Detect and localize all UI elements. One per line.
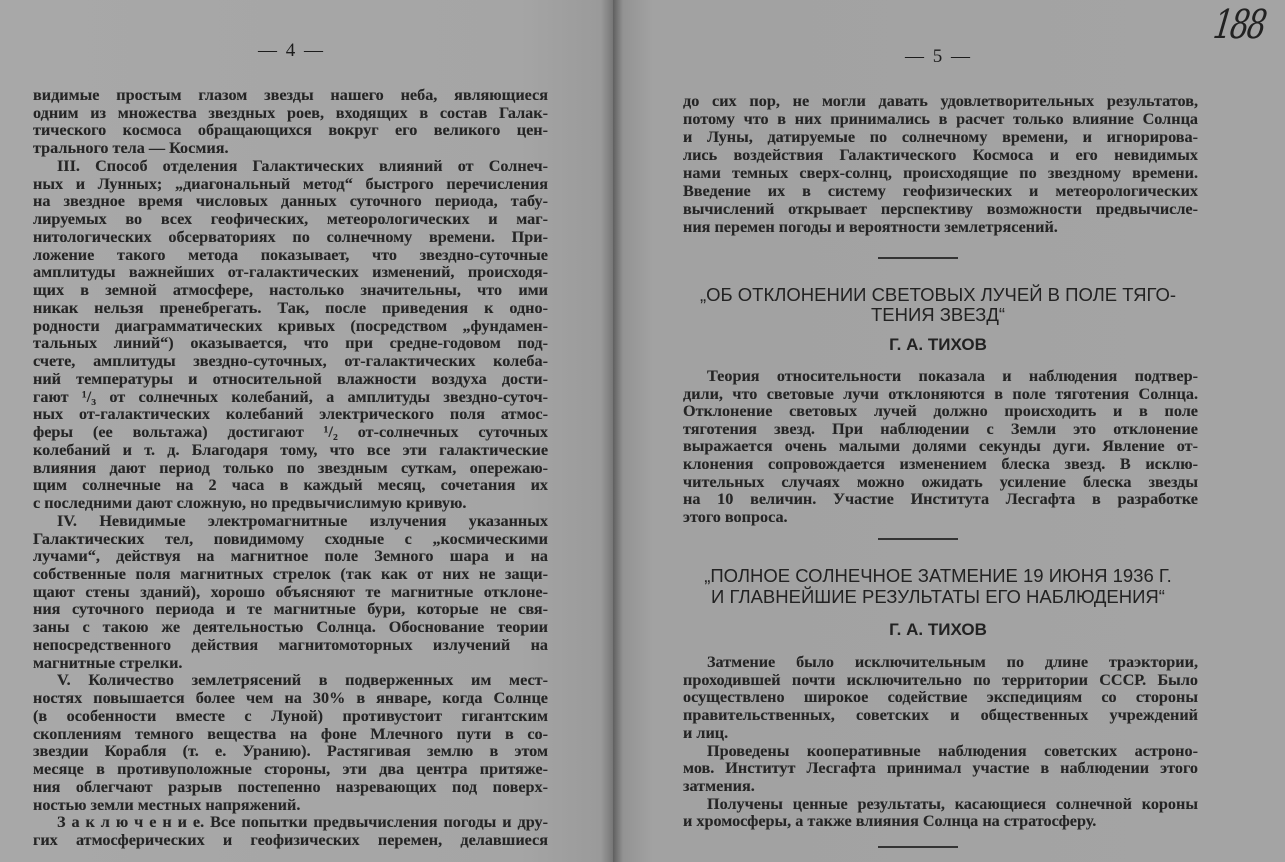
text-line: ных от-галактических колебаний электрического поля атмос- [33,405,548,424]
text-line: ния облегчают разрыв постепенно назревающих под поверх- [33,777,548,796]
text-line: правительственных, советских и общественных учреждений [683,706,1198,725]
text-line: заны с такою же деятельностью Солнца. Обоснование теории [33,618,548,637]
article-author: Г. А. ТИХОВ [889,620,987,639]
text-line: лись воздействия Галактического Космоса и его невидимых [683,146,1198,164]
text-line: счете, амплитуды звездно-суточных, от-галактических колеба- [33,352,548,371]
text-line: колебаний и т. д. Благодаря тому, что все эти галактические [33,440,548,459]
text-line: тяготения звезд. При наблюдении с Земли это отклонение [683,419,1198,438]
article-title-line: И ГЛАВНЕЙШИЕ РЕЗУЛЬТАТЫ ЕГО НАБЛЮДЕНИЯ“ [711,586,1165,607]
text-line: месяце в противуположные стороны, эти два центра притяже- [33,760,548,779]
text-line: щих в земной атмосфере, настолько значительны, что ими [33,281,548,300]
text-line: чительных случаях можно ожидать усиление блеска звезды [683,472,1198,491]
text-line: IV. Невидимые электромагнитные излучения указанных [57,511,548,530]
text-line: выражается очень малыми долями секунды дуги. Явление от- [683,437,1198,456]
section-divider [878,538,958,540]
text-line: видимые простым глазом звезды нашего неба, являющиеся [33,86,548,104]
text-line: нами темных сверх-солнц, происходящие по звездному времени. [683,164,1198,182]
text-line: непосредственного действия магнитомоторных излучений на [33,635,548,654]
text-line: магнитные стрелки. [33,653,183,672]
text-line: осуществлено широкое содействие экспедициям со стороны [683,688,1198,707]
text-line: вычислений открывает перспективу возможности предвычисле- [683,200,1198,218]
text-line: собственные поля магнитных стрелок (так как от них не защи- [33,564,548,583]
section-divider [878,846,958,848]
text-line: амплитуды важнейших от-галактических изменений, происходя- [33,263,548,282]
text-line: нитологических обсерваториях по солнечному времени. При- [33,227,548,246]
text-line: V. Количество землетрясений в подверженных им мест- [57,671,548,690]
handwritten-folio-number: 188 [1210,2,1268,48]
text-line: тического космоса обращающихся вокруг его великого цен- [33,121,548,140]
text-line: на звездное время числовых данных суточного периода, табу- [33,192,548,211]
text-line: (в особенности вместе с Луной) противустоит гигантским [33,706,548,725]
text-line: одним из множества звездных роев, входящих в состав Галак- [33,103,548,122]
text-line: ния перемен погоды и вероятности землетрясений. [683,218,1058,236]
text-line: Отклонение световых лучей должно происходить и в поле [683,402,1198,421]
text-line: ния суточного периода и те магнитные бури, которые не свя- [33,600,548,619]
text-line: скоплениям темного вещества на фоне Млечного пути в со- [33,724,548,743]
text-line: потому что в них принимались в расчет только влияние Солнца [683,110,1198,128]
text-line: щим солнечные на 2 часа в каждый месяц, сочетания их [33,476,548,495]
text-line: Затмение было исключительным по длине траэктории, [707,653,1198,671]
article-title-line: „ОБ ОТКЛОНЕНИИ СВЕТОВЫХ ЛУЧЕЙ В ПОЛЕ ТЯГО- [699,284,1177,305]
section-divider [878,257,958,259]
text-line: мов. Институт Лесгафта принимал участие в наблюдении этого [683,759,1198,778]
text-line: феры (ее вольтажа) достигают ¹/₂ от-солнечных суточных [33,423,548,442]
text-line: клонения сопровождается изменением блеска звезд. В исклю- [683,455,1198,473]
text-line: звездии Корабля (т. е. Уранию). Растягивая землю в этом [33,742,548,761]
text-line: на 10 величин. Участие Института Лесгафта в разработке [683,490,1198,509]
text-line: лучами“, действуя на магнитное поле Земного шара и на [33,547,548,566]
text-line: Теория относительности показала и наблюдения подтвер- [707,367,1198,385]
text-line: никак нельзя пренебрегать. Так, после приведения к одно- [33,298,548,317]
text-line: ностью земли местных напряжений. [33,795,301,814]
text-line: проходившей почти исключительно по территории СССР. Было [683,670,1198,689]
text-line: гают ¹/₃ от солнечных колебаний, а амплитуды звездно-суточ- [33,387,548,406]
text-line: ний температуры и относительной влажности воздуха дости- [33,369,548,388]
text-line: ностях повышается более чем на 30% в январе, когда Солнце [33,689,548,708]
text-line: III. Способ отделения Галактических влияний от Солнеч- [57,156,548,175]
left-page [0,0,613,862]
text-line: этого вопроса. [683,507,788,526]
text-line: ных и Лунных; „диагональный метод“ быстрого перечисления [33,174,548,193]
text-line: тальных линий“) оказывается, что при средне-годовом под- [33,334,548,353]
text-line: и лиц. [683,723,729,742]
page-number: — 4 — [258,40,325,61]
text-line: и хромосферы, а также влияния Солнца на стратосферу. [683,812,1097,831]
text-line: с последними дают сложную, но предвычислимую кривую. [33,494,467,513]
text-line: влияния дают период только по звездным суткам, опережаю- [33,458,548,477]
text-line: лируемых во всех геофических, метеорологических и маг- [33,210,548,229]
right-page [613,0,1285,862]
page-number: — 5 — [905,46,972,67]
article-author: Г. А. ТИХОВ [889,335,987,354]
text-line: и Луны, датируемые по солнечному времени, и игнорирова- [683,128,1198,146]
text-line: родности диаграмматических кривых (посредством „фундамен- [33,316,548,335]
article-title-line: „ПОЛНОЕ СОЛНЕЧНОЕ ЗАТМЕНИЕ 19 ИЮНЯ 1936 Г. [704,565,1172,586]
text-line: Галактических тел, повидимому сходные с „космическими [33,529,548,548]
text-line: гих атмосферических и геофизических перемен, делавшиеся [33,831,548,850]
text-line: Проведены кооперативные наблюдения советских астроно- [707,741,1198,760]
text-line: Получены ценные результаты, касающиеся солнечной короны [707,794,1198,813]
text-line: трального тела — Космия. [33,139,229,158]
text-line: затмения. [683,776,755,795]
text-line: З а к л ю ч е н и е. Все попытки предвычисления погоды и дру- [57,813,548,832]
article-title-line: ТЕНИЯ ЗВЕЗД“ [870,304,1006,325]
text-line: Введение их в систему геофизических и метеорологических [683,182,1198,200]
text-line: ложение такого метода показывает, что звездно-суточные [33,245,548,264]
text-line: до сих пор, не могли давать удовлетворительных результатов, [683,92,1198,110]
text-line: щают стены зданий), хорошо объясняют те магнитные отклоне- [33,582,548,601]
text-line: дили, что световые лучи отклоняются в поле тяготения Солнца. [683,384,1198,403]
